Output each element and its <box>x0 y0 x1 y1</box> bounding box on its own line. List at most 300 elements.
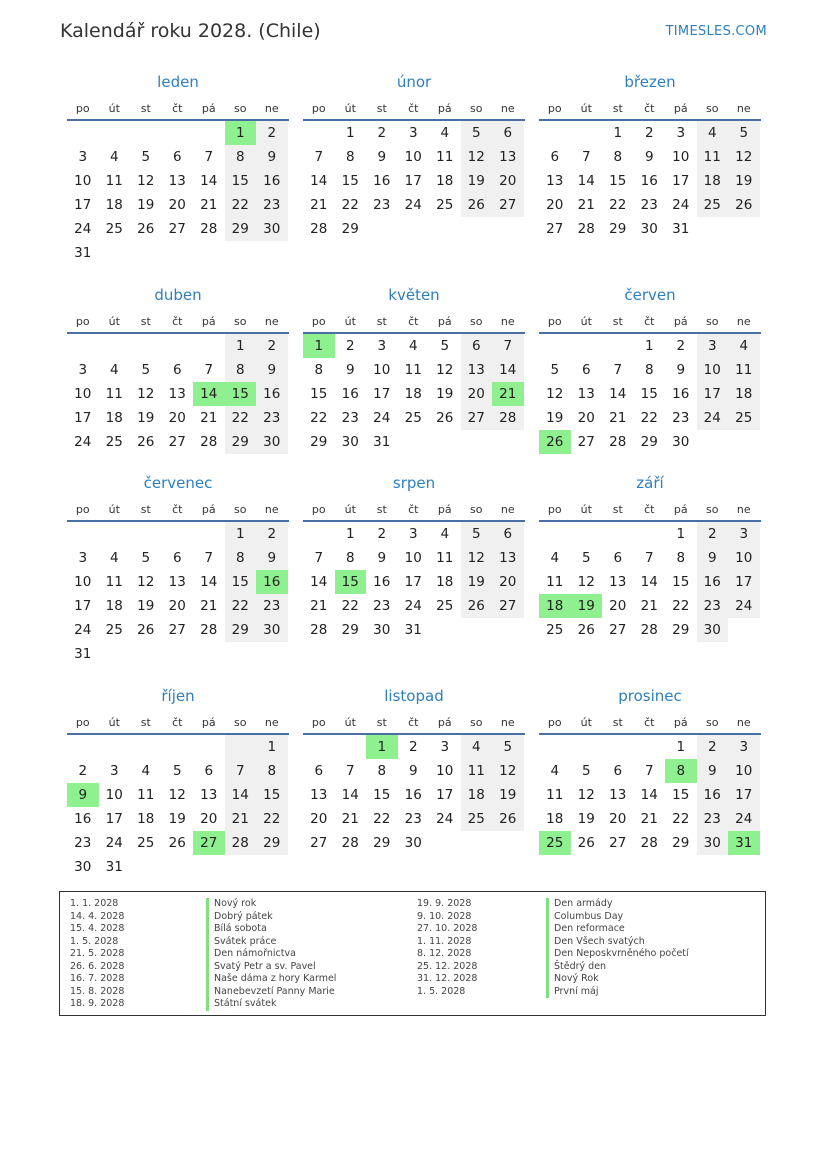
day-cell[interactable]: 12 <box>492 759 524 783</box>
day-cell[interactable]: 13 <box>168 574 186 590</box>
day-cell[interactable]: 15 <box>335 570 367 594</box>
day-cell[interactable]: 1 <box>225 334 257 358</box>
day-cell[interactable]: 24 <box>436 811 454 827</box>
day-cell[interactable]: 12 <box>461 145 493 169</box>
day-cell[interactable]: 24 <box>404 598 422 614</box>
day-cell[interactable]: 4 <box>141 763 151 779</box>
day-cell[interactable]: 31 <box>373 434 391 450</box>
day-cell[interactable]: 11 <box>105 574 123 590</box>
day-cell[interactable]: 7 <box>204 362 214 378</box>
day-cell[interactable]: 6 <box>204 763 214 779</box>
day-cell[interactable]: 27 <box>310 835 328 851</box>
day-cell[interactable]: 23 <box>404 811 422 827</box>
day-cell[interactable]: 20 <box>577 410 595 426</box>
day-cell[interactable]: 19 <box>137 598 155 614</box>
day-cell[interactable]: 4 <box>728 334 760 358</box>
day-cell[interactable]: 2 <box>697 522 729 546</box>
day-cell[interactable]: 26 <box>577 622 595 638</box>
day-cell[interactable]: 9 <box>256 546 288 570</box>
day-cell[interactable]: 28 <box>310 622 328 638</box>
day-cell[interactable]: 10 <box>436 763 454 779</box>
day-cell[interactable]: 7 <box>314 149 324 165</box>
day-cell[interactable]: 5 <box>141 149 151 165</box>
day-cell[interactable]: 25 <box>697 193 729 217</box>
day-cell[interactable]: 27 <box>168 434 186 450</box>
day-cell[interactable]: 6 <box>581 362 591 378</box>
day-cell[interactable]: 10 <box>74 173 92 189</box>
day-cell[interactable]: 23 <box>256 193 288 217</box>
day-cell[interactable]: 28 <box>310 221 328 237</box>
day-cell[interactable]: 4 <box>440 526 450 542</box>
day-cell[interactable]: 22 <box>609 197 627 213</box>
day-cell[interactable]: 27 <box>492 193 524 217</box>
day-cell[interactable]: 12 <box>168 787 186 803</box>
day-cell[interactable]: 25 <box>728 406 760 430</box>
day-cell[interactable]: 7 <box>492 334 524 358</box>
day-cell[interactable]: 21 <box>577 197 595 213</box>
day-cell[interactable]: 17 <box>74 410 92 426</box>
day-cell[interactable]: 15 <box>225 169 257 193</box>
day-cell[interactable]: 4 <box>109 362 119 378</box>
day-cell[interactable]: 20 <box>492 169 524 193</box>
day-cell[interactable]: 9 <box>256 145 288 169</box>
day-cell[interactable]: 1 <box>613 125 623 141</box>
day-cell[interactable]: 28 <box>341 835 359 851</box>
day-cell[interactable]: 9 <box>67 783 99 807</box>
day-cell[interactable]: 17 <box>672 173 690 189</box>
day-cell[interactable]: 9 <box>644 149 654 165</box>
day-cell[interactable]: 20 <box>546 197 564 213</box>
day-cell[interactable]: 25 <box>404 410 422 426</box>
day-cell[interactable]: 12 <box>137 173 155 189</box>
day-cell[interactable]: 16 <box>256 570 288 594</box>
day-cell[interactable]: 18 <box>404 386 422 402</box>
day-cell[interactable]: 15 <box>225 382 257 406</box>
day-cell[interactable]: 18 <box>436 574 454 590</box>
day-cell[interactable]: 27 <box>492 594 524 618</box>
day-cell[interactable]: 23 <box>672 410 690 426</box>
day-cell[interactable]: 12 <box>436 362 454 378</box>
day-cell[interactable]: 2 <box>256 121 288 145</box>
day-cell[interactable]: 18 <box>461 783 493 807</box>
day-cell[interactable]: 8 <box>377 763 387 779</box>
day-cell[interactable]: 23 <box>373 598 391 614</box>
day-cell[interactable]: 24 <box>74 434 92 450</box>
day-cell[interactable]: 22 <box>672 598 690 614</box>
day-cell[interactable]: 1 <box>225 121 257 145</box>
day-cell[interactable]: 1 <box>366 735 398 759</box>
day-cell[interactable]: 5 <box>141 362 151 378</box>
day-cell[interactable]: 1 <box>225 522 257 546</box>
day-cell[interactable]: 11 <box>546 787 564 803</box>
day-cell[interactable]: 14 <box>200 173 218 189</box>
day-cell[interactable]: 24 <box>672 197 690 213</box>
day-cell[interactable]: 6 <box>172 550 182 566</box>
day-cell[interactable]: 27 <box>193 831 225 855</box>
day-cell[interactable]: 24 <box>105 835 123 851</box>
day-cell[interactable]: 4 <box>550 763 560 779</box>
day-cell[interactable]: 18 <box>539 594 571 618</box>
day-cell[interactable]: 28 <box>200 221 218 237</box>
day-cell[interactable]: 1 <box>303 334 335 358</box>
day-cell[interactable]: 28 <box>640 835 658 851</box>
day-cell[interactable]: 8 <box>225 546 257 570</box>
day-cell[interactable]: 3 <box>109 763 119 779</box>
day-cell[interactable]: 27 <box>577 434 595 450</box>
day-cell[interactable]: 16 <box>697 783 729 807</box>
day-cell[interactable]: 11 <box>461 759 493 783</box>
day-cell[interactable]: 22 <box>341 598 359 614</box>
day-cell[interactable]: 29 <box>225 430 257 454</box>
day-cell[interactable]: 5 <box>492 735 524 759</box>
day-cell[interactable]: 10 <box>728 759 760 783</box>
day-cell[interactable]: 8 <box>225 145 257 169</box>
day-cell[interactable]: 7 <box>314 550 324 566</box>
day-cell[interactable]: 11 <box>697 145 729 169</box>
day-cell[interactable]: 25 <box>539 831 571 855</box>
day-cell[interactable]: 13 <box>200 787 218 803</box>
day-cell[interactable]: 16 <box>404 787 422 803</box>
day-cell[interactable]: 30 <box>697 831 729 855</box>
day-cell[interactable]: 26 <box>461 594 493 618</box>
day-cell[interactable]: 20 <box>168 197 186 213</box>
day-cell[interactable]: 15 <box>640 386 658 402</box>
day-cell[interactable]: 26 <box>137 221 155 237</box>
day-cell[interactable]: 14 <box>640 787 658 803</box>
day-cell[interactable]: 22 <box>373 811 391 827</box>
day-cell[interactable]: 2 <box>697 735 729 759</box>
day-cell[interactable]: 5 <box>581 763 591 779</box>
day-cell[interactable]: 29 <box>672 835 690 851</box>
day-cell[interactable]: 9 <box>377 149 387 165</box>
day-cell[interactable]: 3 <box>408 526 418 542</box>
day-cell[interactable]: 5 <box>461 121 493 145</box>
day-cell[interactable]: 12 <box>577 787 595 803</box>
day-cell[interactable]: 12 <box>546 386 564 402</box>
day-cell[interactable]: 16 <box>341 386 359 402</box>
day-cell[interactable]: 16 <box>256 169 288 193</box>
day-cell[interactable]: 6 <box>314 763 324 779</box>
day-cell[interactable]: 10 <box>728 546 760 570</box>
day-cell[interactable]: 28 <box>577 221 595 237</box>
day-cell[interactable]: 8 <box>644 362 654 378</box>
day-cell[interactable]: 9 <box>408 763 418 779</box>
day-cell[interactable]: 31 <box>74 646 92 662</box>
day-cell[interactable]: 28 <box>225 831 257 855</box>
day-cell[interactable]: 12 <box>137 386 155 402</box>
day-cell[interactable]: 29 <box>341 622 359 638</box>
day-cell[interactable]: 17 <box>74 598 92 614</box>
day-cell[interactable]: 27 <box>168 622 186 638</box>
day-cell[interactable]: 1 <box>676 526 686 542</box>
day-cell[interactable]: 6 <box>461 334 493 358</box>
day-cell[interactable]: 24 <box>74 221 92 237</box>
day-cell[interactable]: 28 <box>200 622 218 638</box>
day-cell[interactable]: 3 <box>676 125 686 141</box>
day-cell[interactable]: 13 <box>492 145 524 169</box>
day-cell[interactable]: 6 <box>172 149 182 165</box>
day-cell[interactable]: 18 <box>105 410 123 426</box>
day-cell[interactable]: 1 <box>676 739 686 755</box>
day-cell[interactable]: 17 <box>728 570 760 594</box>
day-cell[interactable]: 10 <box>74 574 92 590</box>
day-cell[interactable]: 3 <box>728 735 760 759</box>
day-cell[interactable]: 9 <box>345 362 355 378</box>
day-cell[interactable]: 3 <box>728 522 760 546</box>
day-cell[interactable]: 8 <box>314 362 324 378</box>
day-cell[interactable]: 13 <box>492 546 524 570</box>
day-cell[interactable]: 21 <box>640 598 658 614</box>
day-cell[interactable]: 19 <box>137 410 155 426</box>
day-cell[interactable]: 5 <box>728 121 760 145</box>
day-cell[interactable]: 3 <box>78 149 88 165</box>
day-cell[interactable]: 27 <box>546 221 564 237</box>
day-cell[interactable]: 25 <box>461 807 493 831</box>
day-cell[interactable]: 3 <box>78 550 88 566</box>
day-cell[interactable]: 16 <box>256 382 288 406</box>
day-cell[interactable]: 1 <box>256 735 288 759</box>
day-cell[interactable]: 7 <box>204 550 214 566</box>
day-cell[interactable]: 12 <box>577 574 595 590</box>
day-cell[interactable]: 11 <box>546 574 564 590</box>
day-cell[interactable]: 14 <box>492 358 524 382</box>
day-cell[interactable]: 4 <box>697 121 729 145</box>
day-cell[interactable]: 28 <box>200 434 218 450</box>
day-cell[interactable]: 16 <box>373 173 391 189</box>
day-cell[interactable]: 8 <box>256 759 288 783</box>
day-cell[interactable]: 1 <box>345 526 355 542</box>
day-cell[interactable]: 3 <box>697 334 729 358</box>
day-cell[interactable]: 26 <box>577 835 595 851</box>
day-cell[interactable]: 21 <box>341 811 359 827</box>
day-cell[interactable]: 13 <box>461 358 493 382</box>
day-cell[interactable]: 16 <box>697 570 729 594</box>
day-cell[interactable]: 5 <box>172 763 182 779</box>
day-cell[interactable]: 18 <box>137 811 155 827</box>
day-cell[interactable]: 16 <box>373 574 391 590</box>
day-cell[interactable]: 6 <box>613 763 623 779</box>
day-cell[interactable]: 30 <box>640 221 658 237</box>
day-cell[interactable]: 11 <box>105 173 123 189</box>
day-cell[interactable]: 10 <box>404 149 422 165</box>
day-cell[interactable]: 30 <box>404 835 422 851</box>
day-cell[interactable]: 5 <box>581 550 591 566</box>
day-cell[interactable]: 23 <box>341 410 359 426</box>
day-cell[interactable]: 2 <box>256 522 288 546</box>
day-cell[interactable]: 29 <box>310 434 328 450</box>
day-cell[interactable]: 10 <box>74 386 92 402</box>
day-cell[interactable]: 15 <box>256 783 288 807</box>
day-cell[interactable]: 20 <box>609 811 627 827</box>
day-cell[interactable]: 2 <box>377 526 387 542</box>
day-cell[interactable]: 2 <box>377 125 387 141</box>
day-cell[interactable]: 10 <box>697 358 729 382</box>
day-cell[interactable]: 15 <box>341 173 359 189</box>
day-cell[interactable]: 5 <box>461 522 493 546</box>
day-cell[interactable]: 3 <box>377 338 387 354</box>
day-cell[interactable]: 19 <box>571 594 603 618</box>
day-cell[interactable]: 20 <box>168 410 186 426</box>
day-cell[interactable]: 1 <box>345 125 355 141</box>
day-cell[interactable]: 30 <box>256 217 288 241</box>
day-cell[interactable]: 17 <box>373 386 391 402</box>
day-cell[interactable]: 21 <box>200 197 218 213</box>
day-cell[interactable]: 18 <box>105 197 123 213</box>
day-cell[interactable]: 17 <box>105 811 123 827</box>
day-cell[interactable]: 15 <box>373 787 391 803</box>
day-cell[interactable]: 3 <box>440 739 450 755</box>
day-cell[interactable]: 19 <box>546 410 564 426</box>
day-cell[interactable]: 28 <box>492 406 524 430</box>
brand-link[interactable]: TIMESLES.COM <box>665 24 767 39</box>
day-cell[interactable]: 6 <box>613 550 623 566</box>
day-cell[interactable]: 17 <box>728 783 760 807</box>
day-cell[interactable]: 25 <box>436 598 454 614</box>
day-cell[interactable]: 31 <box>105 859 123 875</box>
day-cell[interactable]: 25 <box>436 197 454 213</box>
day-cell[interactable]: 24 <box>728 807 760 831</box>
day-cell[interactable]: 22 <box>225 594 257 618</box>
day-cell[interactable]: 24 <box>74 622 92 638</box>
day-cell[interactable]: 20 <box>609 598 627 614</box>
day-cell[interactable]: 26 <box>436 410 454 426</box>
day-cell[interactable]: 13 <box>609 787 627 803</box>
day-cell[interactable]: 23 <box>640 197 658 213</box>
day-cell[interactable]: 7 <box>204 149 214 165</box>
day-cell[interactable]: 16 <box>672 386 690 402</box>
day-cell[interactable]: 29 <box>341 221 359 237</box>
day-cell[interactable]: 29 <box>373 835 391 851</box>
day-cell[interactable]: 23 <box>74 835 92 851</box>
day-cell[interactable]: 14 <box>310 574 328 590</box>
day-cell[interactable]: 10 <box>373 362 391 378</box>
day-cell[interactable]: 2 <box>345 338 355 354</box>
day-cell[interactable]: 25 <box>105 221 123 237</box>
day-cell[interactable]: 11 <box>728 358 760 382</box>
day-cell[interactable]: 31 <box>728 831 760 855</box>
day-cell[interactable]: 4 <box>550 550 560 566</box>
day-cell[interactable]: 14 <box>200 574 218 590</box>
day-cell[interactable]: 29 <box>609 221 627 237</box>
day-cell[interactable]: 4 <box>109 550 119 566</box>
day-cell[interactable]: 10 <box>404 550 422 566</box>
day-cell[interactable]: 5 <box>440 338 450 354</box>
day-cell[interactable]: 4 <box>440 125 450 141</box>
day-cell[interactable]: 21 <box>640 811 658 827</box>
day-cell[interactable]: 26 <box>137 434 155 450</box>
day-cell[interactable]: 19 <box>168 811 186 827</box>
day-cell[interactable]: 21 <box>609 410 627 426</box>
day-cell[interactable]: 8 <box>613 149 623 165</box>
day-cell[interactable]: 29 <box>225 618 257 642</box>
day-cell[interactable]: 22 <box>310 410 328 426</box>
day-cell[interactable]: 26 <box>461 193 493 217</box>
day-cell[interactable]: 12 <box>728 145 760 169</box>
day-cell[interactable]: 18 <box>436 173 454 189</box>
day-cell[interactable]: 26 <box>539 430 571 454</box>
day-cell[interactable]: 13 <box>609 574 627 590</box>
day-cell[interactable]: 30 <box>74 859 92 875</box>
day-cell[interactable]: 21 <box>200 598 218 614</box>
day-cell[interactable]: 15 <box>672 787 690 803</box>
day-cell[interactable]: 27 <box>168 221 186 237</box>
day-cell[interactable]: 25 <box>137 835 155 851</box>
day-cell[interactable]: 7 <box>345 763 355 779</box>
day-cell[interactable]: 28 <box>640 622 658 638</box>
day-cell[interactable]: 11 <box>137 787 155 803</box>
day-cell[interactable]: 24 <box>373 410 391 426</box>
day-cell[interactable]: 19 <box>492 783 524 807</box>
day-cell[interactable]: 14 <box>609 386 627 402</box>
day-cell[interactable]: 22 <box>640 410 658 426</box>
day-cell[interactable]: 31 <box>74 245 92 261</box>
day-cell[interactable]: 14 <box>193 382 225 406</box>
day-cell[interactable]: 6 <box>550 149 560 165</box>
day-cell[interactable]: 19 <box>728 169 760 193</box>
day-cell[interactable]: 23 <box>697 594 729 618</box>
day-cell[interactable]: 18 <box>546 811 564 827</box>
day-cell[interactable]: 9 <box>697 546 729 570</box>
day-cell[interactable]: 5 <box>550 362 560 378</box>
day-cell[interactable]: 19 <box>461 570 493 594</box>
day-cell[interactable]: 2 <box>408 739 418 755</box>
day-cell[interactable]: 7 <box>644 763 654 779</box>
day-cell[interactable]: 25 <box>546 622 564 638</box>
day-cell[interactable]: 15 <box>609 173 627 189</box>
day-cell[interactable]: 12 <box>461 546 493 570</box>
day-cell[interactable]: 27 <box>461 406 493 430</box>
day-cell[interactable]: 8 <box>225 358 257 382</box>
day-cell[interactable]: 20 <box>200 811 218 827</box>
day-cell[interactable]: 2 <box>256 334 288 358</box>
day-cell[interactable]: 19 <box>436 386 454 402</box>
day-cell[interactable]: 10 <box>672 149 690 165</box>
day-cell[interactable]: 6 <box>492 522 524 546</box>
day-cell[interactable]: 6 <box>492 121 524 145</box>
day-cell[interactable]: 1 <box>644 338 654 354</box>
day-cell[interactable]: 14 <box>225 783 257 807</box>
day-cell[interactable]: 29 <box>225 217 257 241</box>
day-cell[interactable]: 26 <box>728 193 760 217</box>
day-cell[interactable]: 3 <box>78 362 88 378</box>
day-cell[interactable]: 13 <box>310 787 328 803</box>
day-cell[interactable]: 2 <box>644 125 654 141</box>
day-cell[interactable]: 9 <box>697 759 729 783</box>
day-cell[interactable]: 3 <box>408 125 418 141</box>
day-cell[interactable]: 15 <box>310 386 328 402</box>
day-cell[interactable]: 18 <box>728 382 760 406</box>
day-cell[interactable]: 30 <box>341 434 359 450</box>
day-cell[interactable]: 20 <box>168 598 186 614</box>
day-cell[interactable]: 27 <box>609 622 627 638</box>
day-cell[interactable]: 21 <box>310 598 328 614</box>
day-cell[interactable]: 8 <box>676 550 686 566</box>
day-cell[interactable]: 15 <box>672 574 690 590</box>
day-cell[interactable]: 7 <box>613 362 623 378</box>
day-cell[interactable]: 20 <box>310 811 328 827</box>
day-cell[interactable]: 18 <box>105 598 123 614</box>
day-cell[interactable]: 24 <box>404 197 422 213</box>
day-cell[interactable]: 4 <box>408 338 418 354</box>
day-cell[interactable]: 7 <box>225 759 257 783</box>
day-cell[interactable]: 11 <box>105 386 123 402</box>
day-cell[interactable]: 30 <box>256 618 288 642</box>
day-cell[interactable]: 2 <box>78 763 88 779</box>
day-cell[interactable]: 22 <box>225 406 257 430</box>
day-cell[interactable]: 8 <box>345 550 355 566</box>
day-cell[interactable]: 10 <box>105 787 123 803</box>
day-cell[interactable]: 28 <box>609 434 627 450</box>
